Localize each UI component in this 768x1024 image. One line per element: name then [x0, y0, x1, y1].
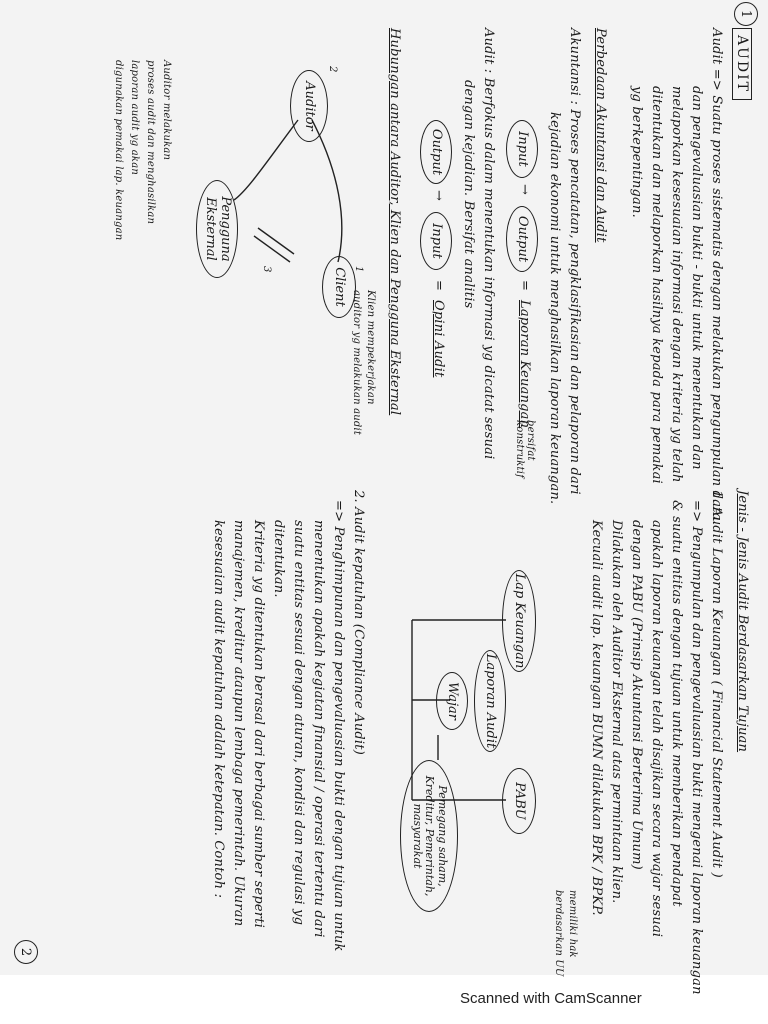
item1-line: Dilakukan oleh Auditor Eksternal atas permintaan klien. [609, 520, 624, 904]
item2-line: manajemen, kreditur ataupun lembaga pemerintah. Ukuran [231, 520, 246, 927]
item1-line: dengan PABU (Prinsip Akuntansi Berterima Umum) [629, 520, 644, 870]
flow1-note: bersifat konstruktif [514, 420, 536, 479]
page-title: AUDIT [732, 28, 752, 100]
camscanner-footer: Scanned with CamScanner [460, 990, 642, 1007]
audit-def2-line: dengan kejadian. Bersifat analitis [461, 80, 476, 309]
audit-def-line: melaporkan kesesuaian informasi dengan kriteria yg telah [669, 86, 684, 483]
auditor-note: digunakan pemakai lap. keuangan [113, 60, 124, 241]
flow1-input: Input [506, 120, 538, 178]
section-perbedaan: Perbedaan Akuntansi dan Audit [593, 28, 608, 243]
flow1-equals: = [517, 280, 532, 292]
flow2-output: Output [420, 120, 452, 184]
item2-line: => Penghimpunan dan pengevaluasian bukti dengan tujuan untuk [331, 500, 346, 952]
edge-num-1: 1 [353, 266, 364, 273]
item2-line: ditentukan. [271, 520, 286, 598]
node-pabu: PABU [502, 768, 536, 834]
item1-line: & suatu entitas dengan tujuan untuk memberikan pendapat [669, 500, 684, 907]
side-note: berdasarkan UU [553, 890, 564, 977]
item1-line: Kecuali audit lap. keuangan BUMN dilakukan BPK / BPKP. [589, 520, 604, 916]
item2-line: suatu entitas sesuai dengan aturan, kondisi dan regulasi yg [291, 520, 306, 926]
akuntansi-def-line: kejadian ekonomi untuk menghasilkan laporan keuangan. [547, 112, 562, 505]
flow2-arrow: → [431, 190, 446, 202]
node-wajar: Wajar [436, 672, 468, 730]
side-note: memiliki hak [567, 890, 578, 958]
audit-def-line: Audit => Suatu proses sistematis dengan melakukan pengumpulan data [709, 28, 724, 521]
node-pengguna: Pengguna Eksternal [196, 180, 238, 278]
flow1-arrow: → [517, 184, 532, 196]
item1-line: 1. Audit Laporan Keuangan ( Financial Statement Audit ) [709, 490, 724, 878]
edge-num-3: 3 [261, 266, 272, 273]
flow1-result: Laporan Keuangan [517, 300, 532, 429]
item2-line: Kriteria yg ditentukan berasal dari berbagai sumber seperti [251, 520, 266, 928]
audit-type-diagram [0, 490, 768, 975]
item2-line: 2. Audit kepatuhan (Compliance Audit) [351, 490, 366, 755]
node-laporan-audit: Laporan Audit [474, 650, 506, 752]
klien-note: Klien mempekerjakan [365, 290, 376, 405]
page2-heading: Jenis - Jenis Audit Berdasarkan Tujuan [735, 490, 750, 753]
edge-num-2: 2 [327, 66, 338, 73]
node-auditor: Auditor [290, 70, 328, 142]
flow2-input: Input [420, 212, 452, 270]
klien-note: auditor yg melakukan audit [351, 290, 362, 436]
node-pemegang: Pemegang saham, Kreditur, Pemerintah, masyarakat [400, 760, 458, 912]
flow1-output: Output [506, 206, 538, 272]
flow2-result: Opini Audit [431, 300, 446, 378]
audit-def-line: yg berkepentingan. [629, 86, 644, 218]
node-lap-keuangan: Lap Keuangan [502, 570, 536, 672]
auditor-note: laporan audit yg akan [129, 60, 140, 175]
audit-def2-line: Audit : Berfokus dalam menentukan informasi yg dicatat sesuai [481, 28, 496, 460]
flow2-equals: = [431, 280, 446, 292]
page-number-1: 1 [734, 2, 758, 26]
page-number-2: 2 [14, 940, 38, 964]
item2-line: menentukan apakah kegiatan finansial / operasi tertentu dari [311, 520, 326, 938]
audit-def-line: dan pengevaluasian bukti - bukti untuk menentukan dan [689, 86, 704, 470]
auditor-note: proses audit dan menghasilkan [145, 60, 156, 225]
auditor-note: Auditor melakukan [161, 60, 172, 161]
item1-line: => Pengumpulan dan pengevaluasian bukti mengenai laporan keuangan [689, 500, 704, 995]
item2-line: kesesuaian audit kepatuhan adalah ketepatan. Contoh : [211, 520, 226, 899]
node-client: Client [322, 256, 356, 318]
audit-def-line: ditentukan dan melaporkan hasilnya kepada para pemakai [649, 86, 664, 484]
page-2 [0, 490, 768, 995]
akuntansi-def-line: Akuntansi : Proses pencatatan, pengklasifikasian dan pelaporan dari [567, 28, 582, 495]
item1-line: apakah laporan keuangan telah disajikan secara wajar sesuai [649, 520, 664, 938]
section-hubungan: Hubungan antara Auditor, Klien dan Pengguna Eksternal [387, 28, 402, 416]
